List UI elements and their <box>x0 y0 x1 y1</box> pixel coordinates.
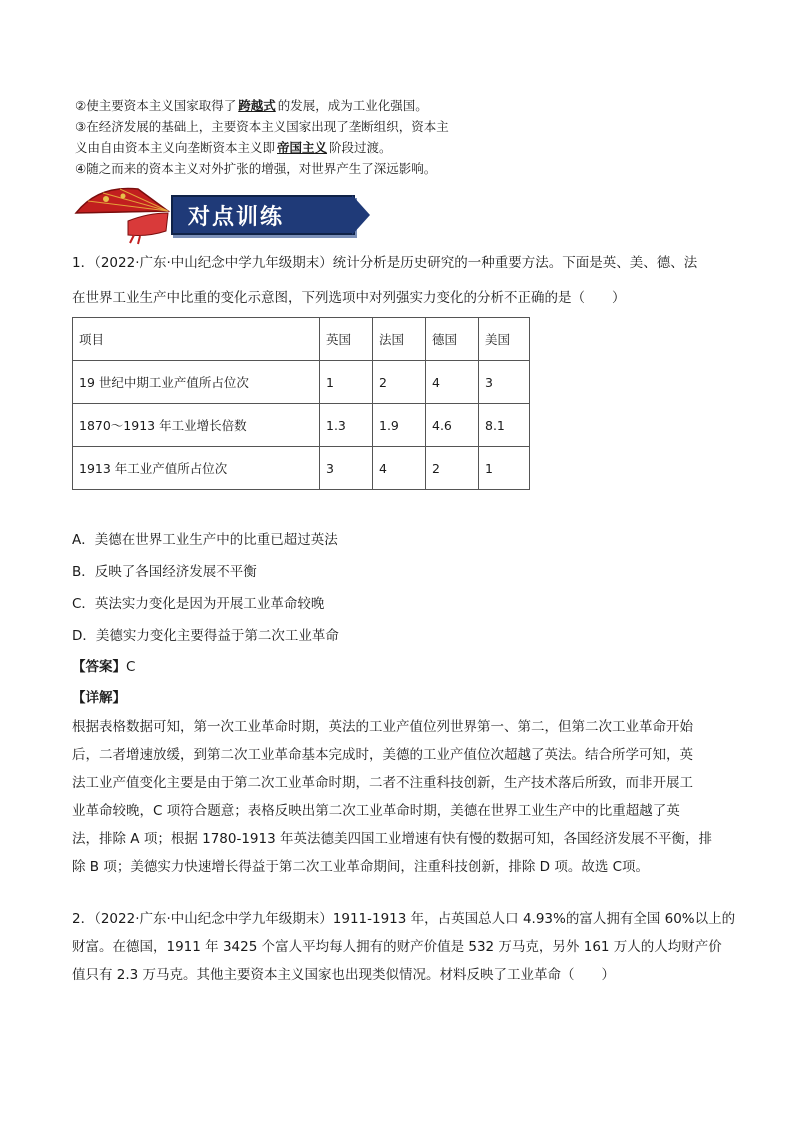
intro-line-1-post: 的发展，成为工业化强国。 <box>277 98 428 113</box>
answer-line <box>72 655 135 675</box>
question-2 <box>72 905 736 989</box>
option-a: A．美德在世界工业生产中的比重已超过英法 <box>72 532 338 548</box>
table-header-cell: 美国 <box>479 318 530 361</box>
explanation-line: 业革命较晚，C 项符合题意；表格反映出第二次工业革命时期，美德在世界工业生产中的比重超越了英 <box>72 803 680 819</box>
question-2-line: 值只有 2.3 万马克。其他主要资本主义国家也出现类似情况。材料反映了工业革命（ ） <box>72 967 616 983</box>
explanation <box>72 713 722 881</box>
section-title: 对点训练 <box>188 205 285 230</box>
table-header-cell: 法国 <box>373 318 426 361</box>
table-cell: 1 <box>479 447 530 490</box>
table-row <box>73 447 530 490</box>
table-cell: 3 <box>320 447 373 490</box>
table-cell: 1.3 <box>320 404 373 447</box>
table-cell: 1 <box>320 361 373 404</box>
table-cell: 1913 年工业产值所占位次 <box>73 447 320 490</box>
detail-label: 【详解】 <box>72 690 126 706</box>
table-cell: 2 <box>426 447 479 490</box>
question-1-line-2: 在世界工业生产中比重的变化示意图，下列选项中对列强实力变化的分析不正确的是（ ） <box>72 290 626 306</box>
table-header-row <box>73 318 530 361</box>
explanation-line: 后，二者增速放缓，到第二次工业革命基本完成时，美德的工业产值位次超越了英法。结合所学可知，英 <box>72 747 693 763</box>
table-row <box>73 404 530 447</box>
table-cell: 19 世纪中期工业产值所占位次 <box>73 361 320 404</box>
option-c: C．英法实力变化是因为开展工业革命较晚 <box>72 596 325 612</box>
option-b: B．反映了各国经济发展不平衡 <box>72 564 257 580</box>
banner-arrow <box>352 195 370 235</box>
table-header-cell: 德国 <box>426 318 479 361</box>
intro-line-4: ④随之而来的资本主义对外扩张的增强，对世界产生了深远影响。 <box>75 161 437 176</box>
fill-blank-answer: 跨越式 <box>238 98 276 113</box>
answer-label: 【答案】 <box>72 659 126 675</box>
table-header-cell: 英国 <box>320 318 373 361</box>
table-cell: 4 <box>426 361 479 404</box>
table-cell: 2 <box>373 361 426 404</box>
explanation-line: 法工业产值变化主要是由于第二次工业革命时期，二者不注重科技创新，生产技术落后所致，而非开展工 <box>72 775 693 791</box>
table-cell: 1870～1913 年工业增长倍数 <box>73 404 320 447</box>
question-2-line: 2．（2022·广东·中山纪念中学九年级期末）1911-1913 年，占英国总人口 4.93%的富人拥有全国 60%以上的 <box>72 911 736 927</box>
question-2-line: 财富。在德国，1911 年 3425 个富人平均每人拥有的财产价值是 532 万马克，另外 161 万人的人均财产价 <box>72 939 722 955</box>
intro-line-3-post: 阶段过渡。 <box>329 140 392 155</box>
fill-blank-answer: 帝国主义 <box>277 140 328 155</box>
table-cell: 8.1 <box>479 404 530 447</box>
table-cell: 3 <box>479 361 530 404</box>
table-cell: 1.9 <box>373 404 426 447</box>
intro-line-3-pre: 义由自由资本主义向垄断资本主义即 <box>75 140 276 155</box>
intro-line-1-pre: ②使主要资本主义国家取得了 <box>75 98 237 113</box>
table-cell: 4.6 <box>426 404 479 447</box>
question-1-line-1: 1．（2022·广东·中山纪念中学九年级期末）统计分析是历史研究的一种重要方法。下面是英、美、德、法 <box>72 255 698 271</box>
explanation-line: 根据表格数据可知，第一次工业革命时期，英法的工业产值位列世界第一、第二，但第二次工业革命开始 <box>72 719 693 735</box>
section-banner <box>68 183 378 245</box>
answer-value: C <box>126 659 136 675</box>
option-d: D．美德实力变化主要得益于第二次工业革命 <box>72 628 339 644</box>
fan-icon <box>68 183 178 245</box>
table-cell: 4 <box>373 447 426 490</box>
explanation-line: 除 B 项；美德实力快速增长得益于第二次工业革命期间，注重科技创新，排除 D 项。故选 C项。 <box>72 859 650 875</box>
intro-line-3 <box>75 138 392 158</box>
table-header-cell: 项目 <box>73 318 320 361</box>
intro-line-2: ③在经济发展的基础上，主要资本主义国家出现了垄断组织，资本主 <box>75 119 449 134</box>
data-table <box>72 317 530 490</box>
table-row <box>73 361 530 404</box>
explanation-line: 法，排除 A 项；根据 1780-1913 年英法德美四国工业增速有快有慢的数据可知，各国经济发展不平衡，排 <box>72 831 712 847</box>
intro-line-1 <box>75 96 428 116</box>
